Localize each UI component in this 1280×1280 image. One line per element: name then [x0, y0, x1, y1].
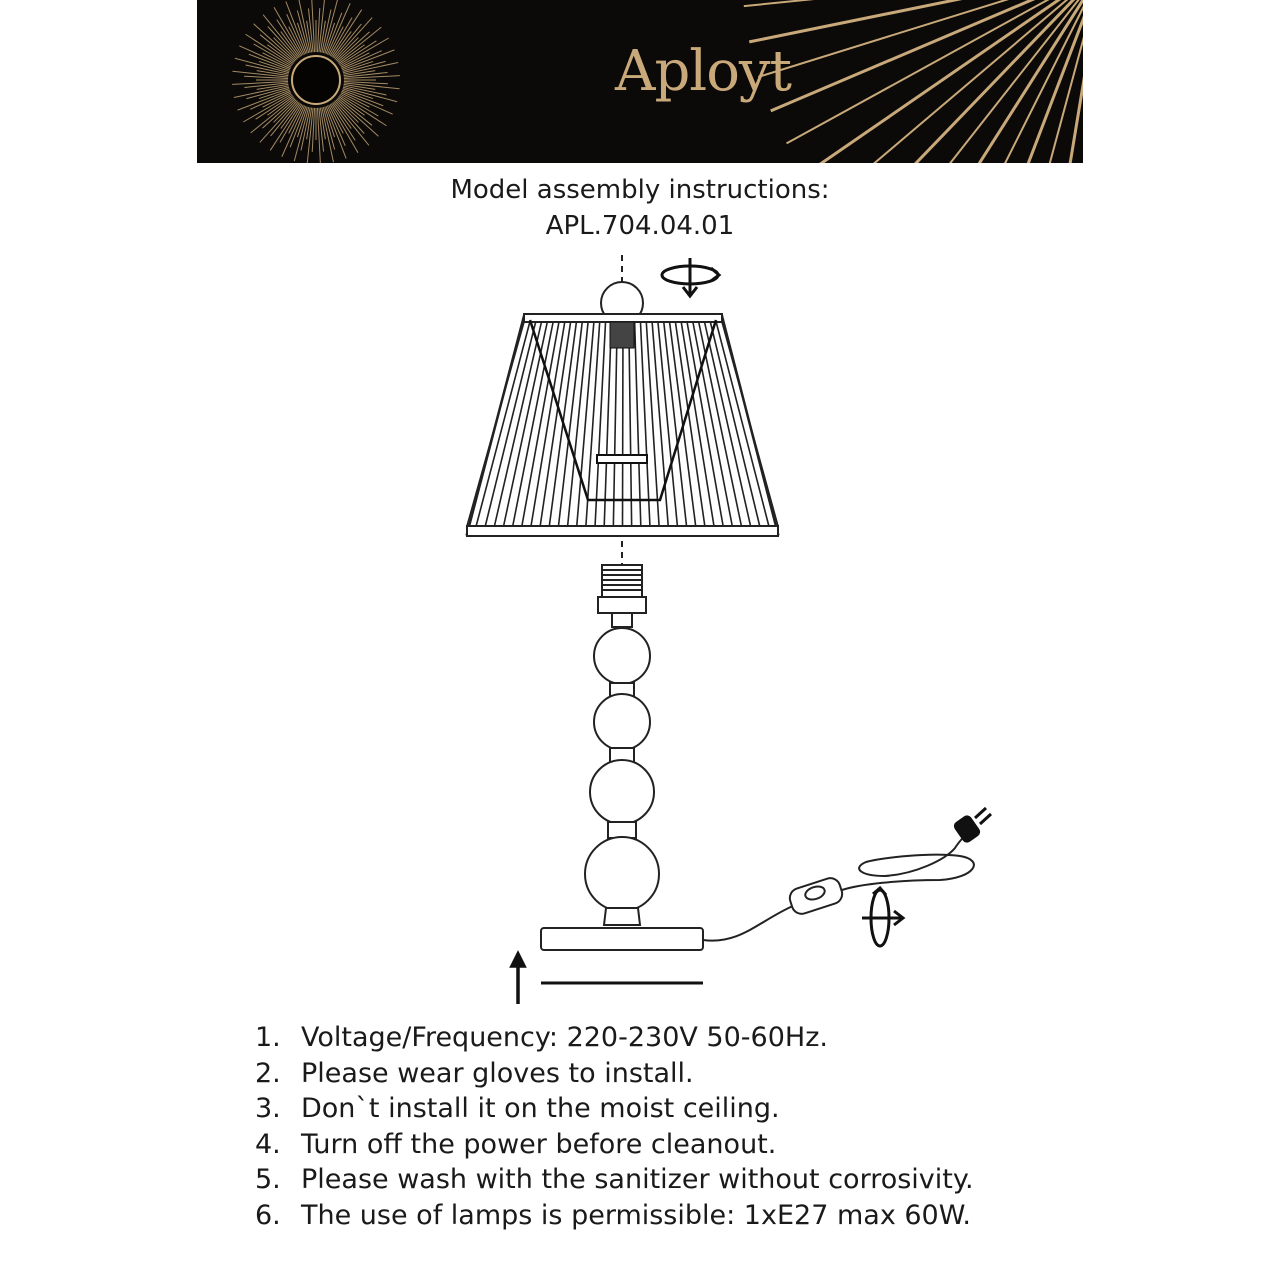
instruction-text: Don`t install it on the moist ceiling. — [301, 1093, 780, 1124]
up-arrow-icon — [512, 954, 524, 1004]
instruction-text: Turn off the power before cleanout. — [301, 1128, 777, 1160]
lamp-shade — [467, 314, 778, 536]
instruction-number: 4. — [255, 1128, 281, 1160]
instruction-text: Voltage/Frequency: 220-230V 50-60Hz. — [301, 1022, 828, 1053]
instructions-list — [255, 1020, 974, 1233]
rotate-arrow-icon — [862, 888, 903, 946]
instruction-item — [255, 1056, 974, 1092]
brand-name: Aployt — [615, 39, 792, 104]
instruction-item — [255, 1020, 974, 1056]
model-number: APL.704.04.01 — [545, 211, 735, 241]
socket — [598, 565, 646, 613]
instruction-text: The use of lamps is permissible: 1xE27 max 60W. — [301, 1199, 971, 1231]
rotate-arrow-icon — [662, 258, 719, 296]
instruction-item — [255, 1127, 974, 1163]
instruction-number: 1. — [255, 1022, 281, 1053]
ball-stem — [585, 613, 659, 925]
title-line: Model assembly instructions: — [450, 175, 830, 205]
instruction-number: 6. — [255, 1199, 281, 1231]
instruction-number: 2. — [255, 1057, 281, 1089]
lamp-base — [541, 928, 703, 950]
plug — [953, 808, 991, 843]
instruction-text: Please wear gloves to install. — [301, 1057, 694, 1089]
instruction-item — [255, 1198, 974, 1234]
instruction-number: 5. — [255, 1164, 281, 1195]
instruction-number: 3. — [255, 1093, 281, 1124]
instruction-item — [255, 1091, 974, 1127]
instruction-item — [255, 1162, 974, 1198]
switch — [787, 876, 844, 917]
instruction-text: Please wash with the sanitizer without corrosivity. — [301, 1164, 974, 1195]
